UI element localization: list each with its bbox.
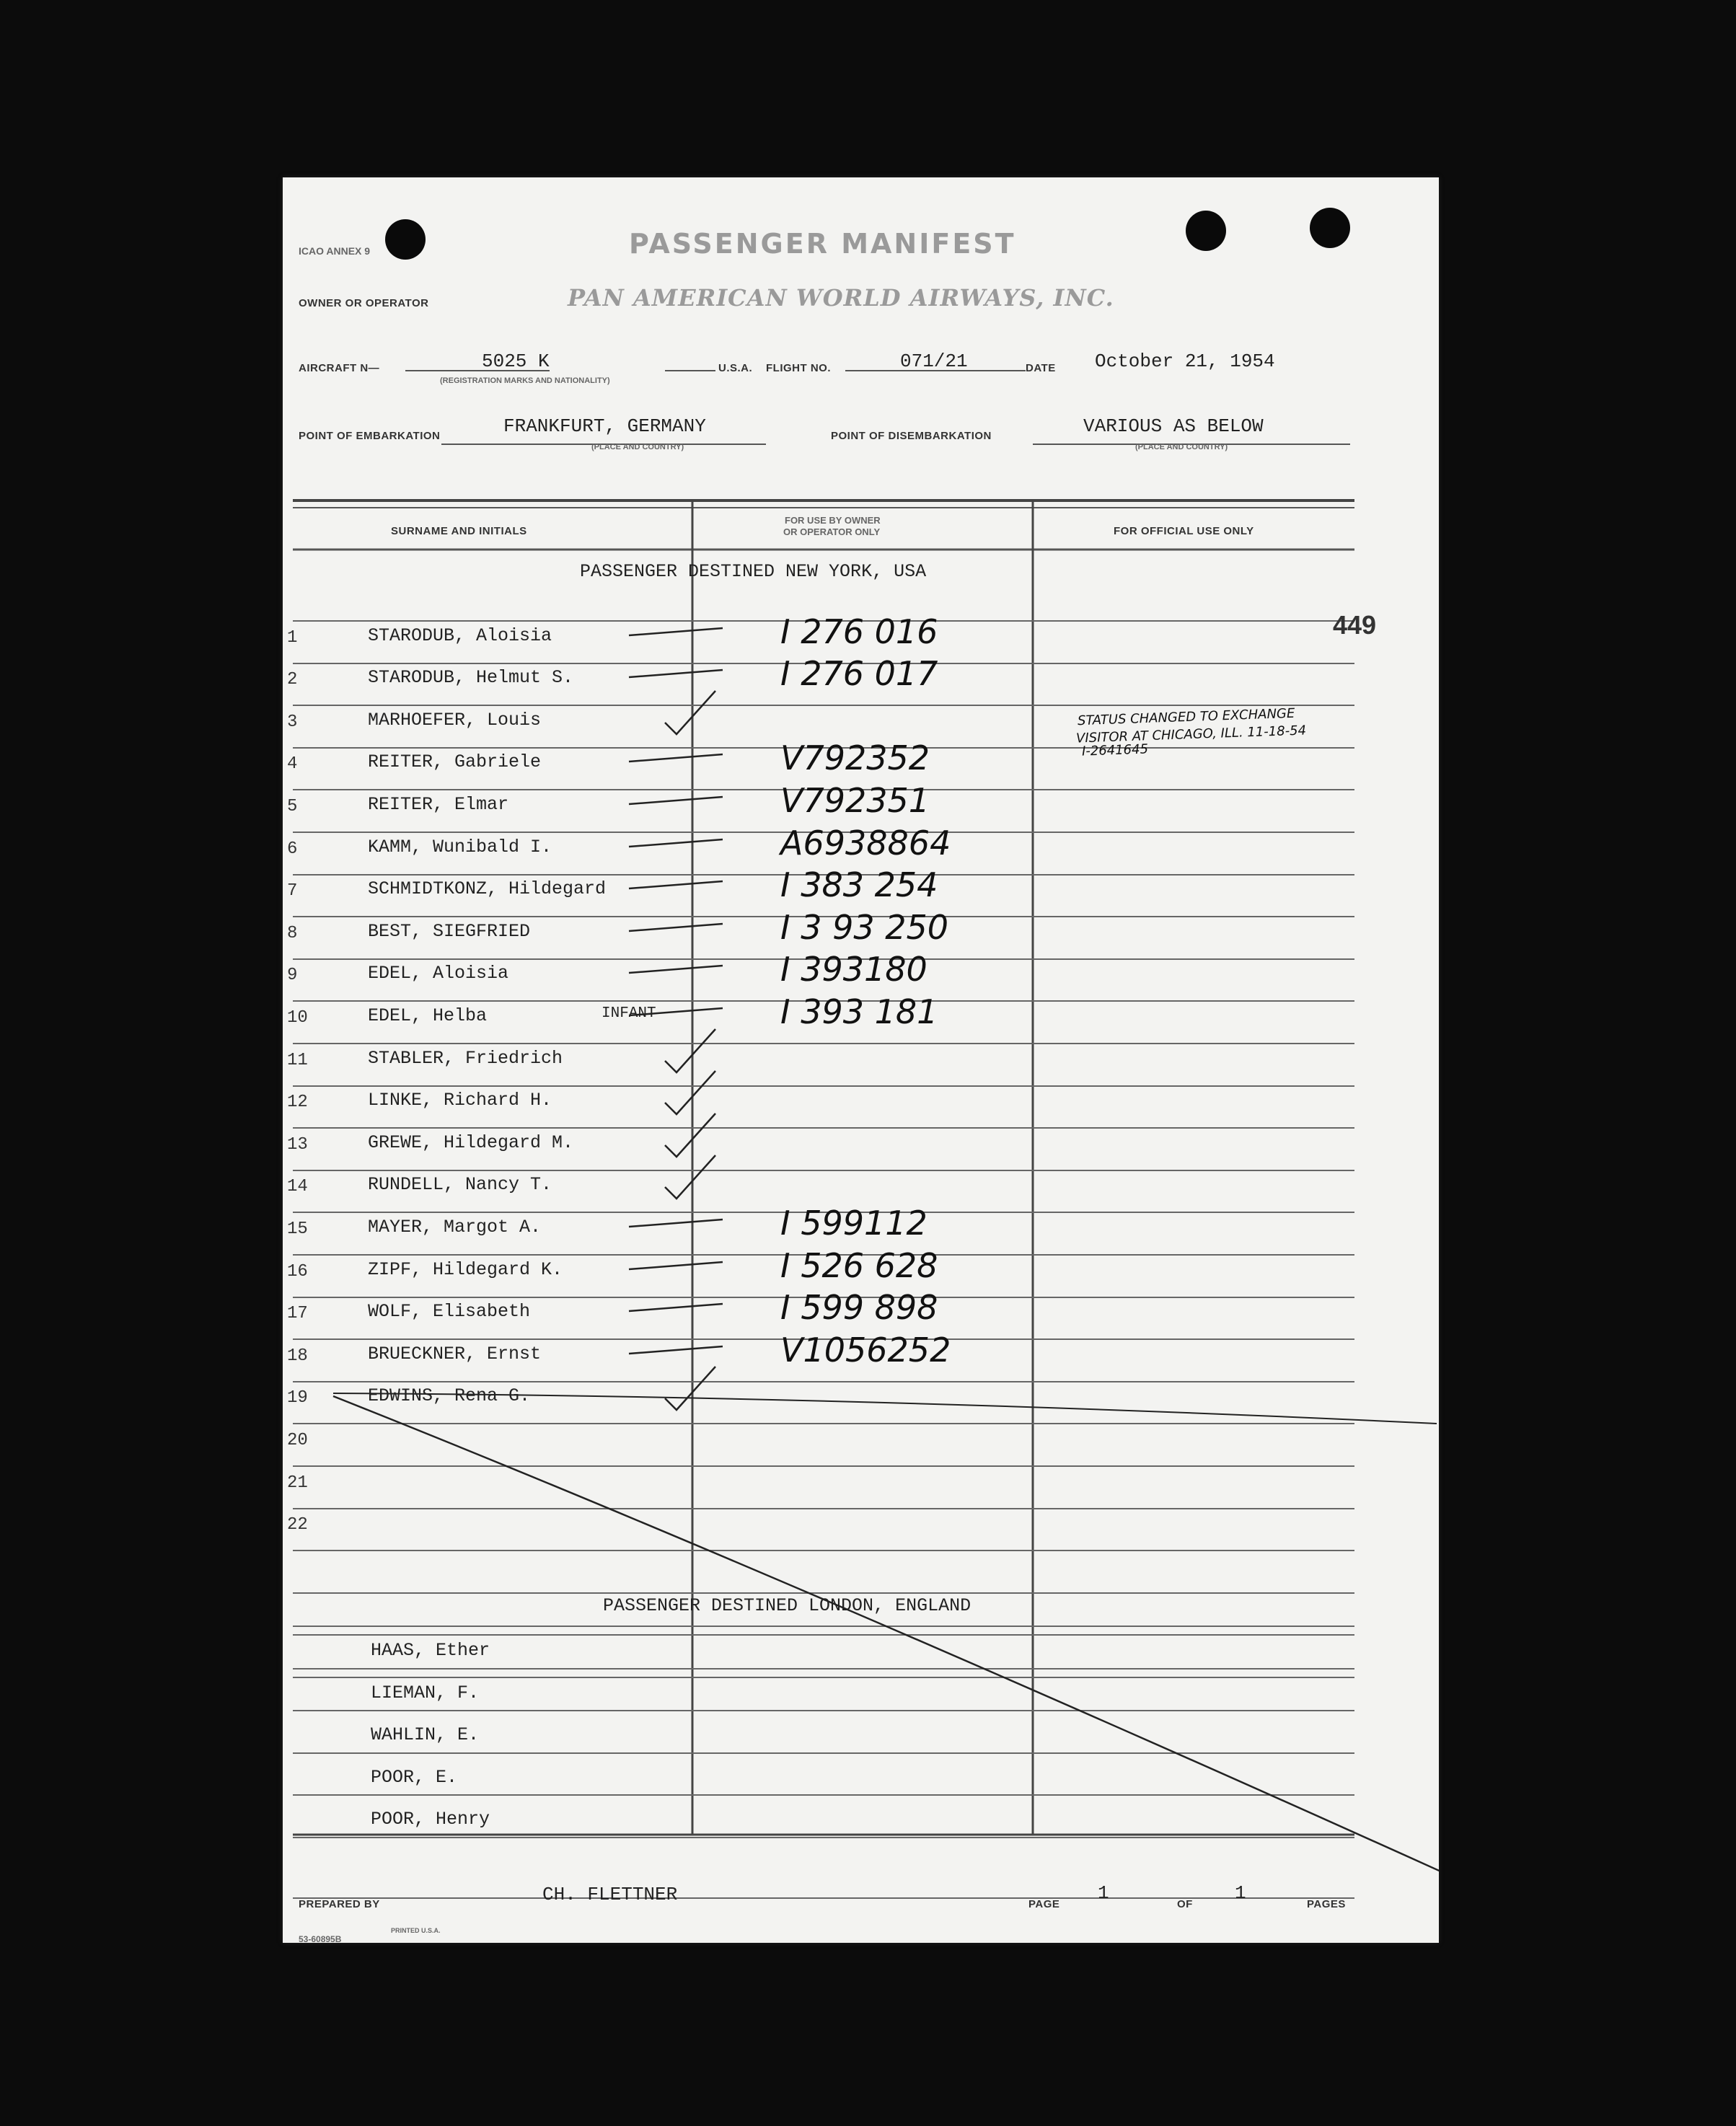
form-reference: ICAO ANNEX 9: [299, 245, 371, 257]
embark-value: FRANKFURT, GERMANY: [503, 415, 706, 437]
official-stamp-number: 449: [1333, 610, 1377, 640]
passenger-name: LIEMAN, F.: [371, 1682, 480, 1703]
flight-value: 071/21: [900, 350, 968, 372]
handwritten-document-number: I 276 017: [780, 654, 938, 693]
row-number: 18: [287, 1346, 308, 1366]
handwritten-document-number: I 3 93 250: [780, 908, 949, 947]
passenger-name: REITER, Elmar: [368, 794, 509, 815]
passenger-name: STARODUB, Aloisia: [368, 625, 552, 646]
row-number: 14: [287, 1177, 308, 1196]
owner-label: OWNER OR OPERATOR: [299, 297, 429, 309]
tick-stroke: [629, 881, 723, 888]
passenger-name: BEST, SIEGFRIED: [368, 921, 531, 942]
aircraft-label: AIRCRAFT N—: [299, 362, 380, 374]
handwritten-document-number: I 276 016: [780, 612, 938, 651]
tick-stroke: [629, 670, 723, 677]
disembark-sub: (PLACE AND COUNTRY): [1135, 443, 1228, 451]
official-note-line-3: I-2641645: [1081, 741, 1149, 759]
tick-stroke: [629, 924, 723, 931]
check-mark: [665, 1367, 715, 1410]
tick-stroke: [629, 628, 723, 635]
row-number: 20: [287, 1431, 308, 1450]
of-label: OF: [1177, 1898, 1193, 1910]
passenger-name: KAMM, Wunibald I.: [368, 837, 552, 857]
row-number: 8: [287, 924, 298, 943]
passenger-name: STABLER, Friedrich: [368, 1048, 563, 1069]
row-number: 19: [287, 1388, 308, 1408]
row-number: 16: [287, 1262, 308, 1282]
date-label: DATE: [1026, 362, 1056, 374]
of-value: 1: [1235, 1882, 1246, 1904]
tick-stroke: [629, 966, 723, 973]
flight-label: FLIGHT NO.: [766, 362, 831, 374]
passenger-name: REITER, Gabriele: [368, 751, 542, 772]
section-new-york: PASSENGER DESTINED NEW YORK, USA: [580, 561, 927, 582]
passenger-name: EDEL, Helba: [368, 1005, 488, 1026]
row-number: 10: [287, 1008, 308, 1028]
disembark-label: POINT OF DISEMBARKATION: [831, 430, 992, 442]
tick-stroke: [629, 839, 723, 847]
passenger-name: MAYER, Margot A.: [368, 1217, 542, 1238]
passenger-name: EDEL, Aloisia: [368, 963, 509, 984]
row-number: 6: [287, 839, 298, 859]
aircraft-value: 5025 K: [482, 350, 550, 372]
passenger-name: RUNDELL, Nancy T.: [368, 1174, 552, 1195]
handwriting-overlay: [283, 177, 1439, 1943]
passenger-name: HAAS, Ether: [371, 1640, 490, 1661]
passenger-name: EDWINS, Rena G.: [368, 1385, 531, 1406]
check-mark: [665, 1155, 715, 1199]
printed-label: PRINTED U.S.A.: [391, 1927, 441, 1934]
embark-label: POINT OF EMBARKATION: [299, 430, 441, 442]
col-official-header: FOR OFFICIAL USE ONLY: [1114, 525, 1254, 537]
passenger-name: WAHLIN, E.: [371, 1724, 480, 1745]
passenger-name: MARHOEFER, Louis: [368, 710, 542, 731]
prepared-value: CH. FLETTNER: [542, 1884, 678, 1905]
handwritten-document-number: I 599 898: [780, 1288, 938, 1327]
passenger-name: LINKE, Richard H.: [368, 1090, 552, 1111]
col-owner-header-1: FOR USE BY OWNER: [785, 515, 881, 526]
handwritten-document-number: V1056252: [780, 1331, 951, 1369]
col-surname-header: SURNAME AND INITIALS: [391, 525, 527, 537]
row-number: 1: [287, 628, 298, 648]
section-london: PASSENGER DESTINED LONDON, ENGLAND: [603, 1595, 971, 1616]
check-mark: [665, 1113, 715, 1157]
row-number: 12: [287, 1093, 308, 1112]
tick-stroke: [629, 797, 723, 804]
row-number: 3: [287, 713, 298, 732]
official-note-line-2: VISITOR AT CHICAGO, ILL. 11-18-54: [1075, 723, 1307, 746]
tick-stroke: [629, 1219, 723, 1227]
form-number: 53-60895B: [299, 1934, 342, 1944]
disembark-value: VARIOUS AS BELOW: [1083, 415, 1264, 437]
tick-stroke: [629, 1346, 723, 1354]
page-title: PASSENGER MANIFEST: [629, 228, 1016, 260]
tick-stroke: [629, 754, 723, 762]
row-number: 21: [287, 1473, 308, 1493]
aircraft-sub: (REGISTRATION MARKS AND NATIONALITY): [440, 376, 610, 385]
row-number: 11: [287, 1051, 308, 1070]
row-number: 13: [287, 1135, 308, 1155]
manifest-page: [283, 177, 1439, 1943]
handwritten-document-number: V792352: [780, 738, 930, 777]
passenger-name: POOR, Henry: [371, 1809, 490, 1830]
row-number: 17: [287, 1304, 308, 1323]
check-mark: [665, 691, 715, 734]
passenger-name: POOR, E.: [371, 1767, 458, 1788]
date-value: October 21, 1954: [1095, 350, 1275, 372]
handwritten-document-number: I 383 254: [780, 865, 938, 904]
passenger-name: ZIPF, Hildegard K.: [368, 1259, 563, 1280]
passenger-name: WOLF, Elisabeth: [368, 1301, 531, 1322]
handwritten-document-number: I 526 628: [780, 1246, 938, 1285]
check-mark: [665, 1071, 715, 1114]
row-number: 15: [287, 1219, 308, 1239]
passenger-name: BRUECKNER, Ernst: [368, 1344, 542, 1364]
passenger-name: STARODUB, Helmut S.: [368, 667, 574, 688]
row-number: 7: [287, 881, 298, 901]
page-value: 1: [1098, 1882, 1109, 1904]
handwritten-document-number: A6938864: [780, 824, 951, 863]
passenger-name: SCHMIDTKONZ, Hildegard: [368, 878, 607, 899]
check-mark: [665, 1029, 715, 1072]
embark-sub: (PLACE AND COUNTRY): [591, 443, 684, 451]
passenger-note: INFANT: [602, 1005, 656, 1022]
col-owner-header-2: OR OPERATOR ONLY: [783, 526, 881, 537]
tick-stroke: [629, 1008, 723, 1015]
row-number: 22: [287, 1515, 308, 1535]
prepared-label: PREPARED BY: [299, 1898, 380, 1910]
handwritten-document-number: I 393 181: [780, 992, 938, 1031]
row-number: 2: [287, 670, 298, 689]
row-number: 4: [287, 754, 298, 774]
official-note-line-1: STATUS CHANGED TO EXCHANGE: [1077, 705, 1295, 729]
handwritten-document-number: I 393180: [780, 950, 928, 989]
tick-stroke: [629, 1304, 723, 1311]
row-number: 5: [287, 797, 298, 816]
row-number: 9: [287, 966, 298, 985]
handwritten-document-number: V792351: [780, 781, 930, 820]
operator-name: PAN AMERICAN WORLD AIRWAYS, INC.: [568, 284, 1114, 312]
pages-label: PAGES: [1307, 1898, 1346, 1910]
handwritten-document-number: I 599112: [780, 1204, 928, 1243]
tick-stroke: [629, 1262, 723, 1269]
usa-label: U.S.A.: [718, 362, 753, 374]
passenger-name: GREWE, Hildegard M.: [368, 1132, 574, 1153]
page-label: PAGE: [1028, 1898, 1060, 1910]
